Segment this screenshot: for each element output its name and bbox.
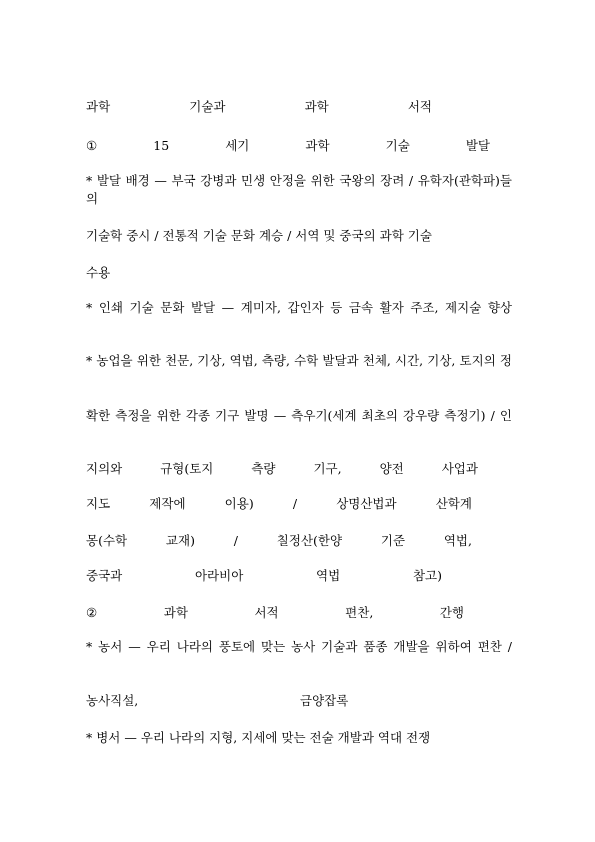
- paragraph-word: /: [292, 496, 298, 511]
- paragraph-line: [86, 227, 512, 245]
- paragraph-line: [86, 729, 512, 747]
- paragraph-word: 중국과: [86, 568, 123, 583]
- paragraph-word: 역법,: [443, 533, 472, 548]
- subheading-word: 15: [153, 138, 170, 153]
- paragraph-word: 사업과: [441, 461, 478, 476]
- subheading-word: 서적: [254, 605, 279, 620]
- paragraph-word: 금양잡록: [300, 693, 349, 708]
- paragraph-word: 참고): [412, 568, 442, 583]
- paragraph-text: * 병서 — 우리 나라의 지형, 지세에 맞는 전술 개발과 역대 전쟁: [86, 730, 431, 745]
- paragraph-word: 교재): [165, 533, 195, 548]
- paragraph-word: 지의와: [86, 461, 123, 476]
- paragraph-word: 상명산법과: [336, 496, 397, 511]
- subheading-word: 과학: [305, 138, 330, 153]
- paragraph-word: 양전: [379, 461, 404, 476]
- paragraph-instruments: 확한 측정을 위한 각종 기구 발명 — 측우기(세계 최초의 강우량 측정기) / 인: [86, 408, 512, 423]
- subheading-word: 과학: [163, 605, 188, 620]
- subheading-word: 발달: [465, 138, 490, 153]
- heading-word: 과학: [304, 99, 329, 114]
- paragraph-word: 이용): [224, 496, 254, 511]
- heading-word: 서적: [407, 99, 432, 114]
- paragraph-text: 기술학 중시 / 전통적 기술 문화 계승 / 서역 및 중국의 과학 기술: [86, 228, 432, 243]
- paragraph-word: 측량: [251, 461, 276, 476]
- paragraph-word: 칠정산(한양: [276, 533, 343, 548]
- paragraph-word: 산학계: [435, 496, 472, 511]
- subheading-word: ②: [86, 605, 98, 620]
- paragraph-word: 역법: [316, 568, 341, 583]
- subheading-word: 간행: [439, 605, 464, 620]
- paragraph-word: 지도: [86, 496, 111, 511]
- paragraph-agriculture: * 농업을 위한 천문, 기상, 역법, 측량, 수학 발달과 천체, 시간, 기상, 토지의 정: [86, 353, 512, 368]
- subheading-word: 편찬,: [345, 605, 374, 620]
- paragraph-background: * 발달 배경 — 부국 강병과 민생 안정을 위한 국왕의 장려 / 유학자(관학파)들의: [86, 173, 512, 206]
- paragraph-word: 규형(토지: [160, 461, 214, 476]
- subheading-2: [86, 604, 464, 622]
- paragraph-word: 농사직설,: [86, 693, 139, 708]
- subheading-word: 세기: [225, 138, 250, 153]
- section-heading: [86, 98, 432, 116]
- paragraph-word: 아라비아: [194, 568, 244, 583]
- paragraph-word: 몽(수학: [86, 533, 128, 548]
- paragraph-word: 기준: [380, 533, 406, 548]
- paragraph-word: 제작에: [149, 496, 186, 511]
- paragraph-agri-books: * 농서 — 우리 나라의 풍토에 맞는 농사 기술과 품종 개발을 위하여 편찬 /: [86, 639, 512, 654]
- paragraph-word: /: [233, 533, 238, 548]
- paragraph-line: 수용: [86, 265, 111, 280]
- subheading-1: [86, 137, 490, 155]
- heading-word: 과학: [86, 99, 111, 114]
- paragraph-line: [86, 495, 472, 513]
- subheading-word: 기술: [385, 138, 410, 153]
- paragraph-word: 기구,: [313, 461, 342, 476]
- paragraph-line: [86, 460, 478, 478]
- paragraph-line: [86, 567, 442, 585]
- heading-word: 기술과: [189, 99, 226, 114]
- paragraph-printing: * 인쇄 기술 문화 발달 — 계미자, 갑인자 등 금속 활자 주조, 제지술 향상: [86, 300, 512, 315]
- subheading-word: ①: [86, 138, 98, 153]
- paragraph-line: [86, 532, 472, 550]
